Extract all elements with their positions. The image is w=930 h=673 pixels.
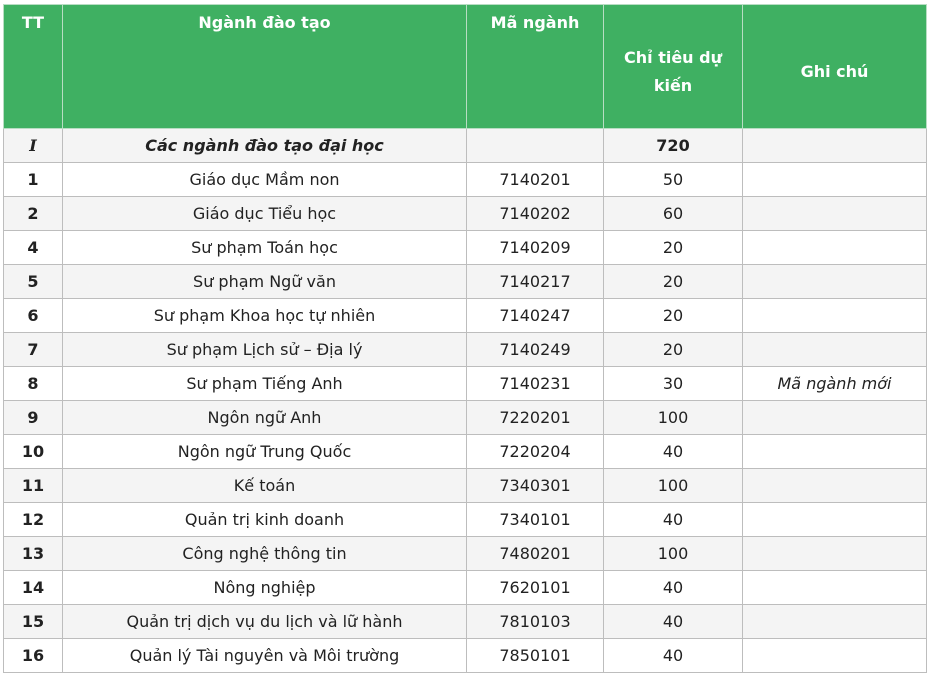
row-code: 7480201 [467,537,604,571]
row-quota: 100 [604,537,743,571]
group-note [743,129,927,163]
header-code: Mã ngành [467,5,604,129]
table-row [4,231,927,265]
row-note [743,605,927,639]
admission-quota-table [3,4,927,673]
row-name: Công nghệ thông tin [63,537,467,571]
row-tt: 13 [4,537,63,571]
row-name: Kế toán [63,469,467,503]
row-tt: 5 [4,265,63,299]
row-name: Sư phạm Ngữ văn [63,265,467,299]
row-note [743,537,927,571]
row-code: 7140247 [467,299,604,333]
row-tt: 1 [4,163,63,197]
row-quota: 40 [604,435,743,469]
table-row [4,605,927,639]
row-name: Giáo dục Mầm non [63,163,467,197]
row-quota: 30 [604,367,743,401]
row-note: Mã ngành mới [743,367,927,401]
row-quota: 40 [604,605,743,639]
row-note [743,571,927,605]
row-quota: 100 [604,401,743,435]
row-note [743,197,927,231]
row-note [743,163,927,197]
table-row [4,537,927,571]
row-quota: 20 [604,265,743,299]
row-code: 7140209 [467,231,604,265]
table-row [4,197,927,231]
row-tt: 7 [4,333,63,367]
row-note [743,231,927,265]
row-name: Ngôn ngữ Trung Quốc [63,435,467,469]
row-quota: 60 [604,197,743,231]
row-tt: 15 [4,605,63,639]
row-quota: 50 [604,163,743,197]
row-note [743,469,927,503]
row-code: 7340301 [467,469,604,503]
row-note [743,401,927,435]
table-header [4,5,927,129]
row-name: Sư phạm Toán học [63,231,467,265]
group-name: Các ngành đào tạo đại học [63,129,467,163]
row-name: Quản lý Tài nguyên và Môi trường [63,639,467,673]
row-name: Ngôn ngữ Anh [63,401,467,435]
table-row [4,367,927,401]
row-code: 7850101 [467,639,604,673]
row-name: Sư phạm Khoa học tự nhiên [63,299,467,333]
row-tt: 16 [4,639,63,673]
row-tt: 6 [4,299,63,333]
row-quota: 20 [604,333,743,367]
row-quota: 40 [604,571,743,605]
table-row [4,163,927,197]
header-note: Ghi chú [743,5,927,129]
row-code: 7140201 [467,163,604,197]
row-name: Sư phạm Lịch sử – Địa lý [63,333,467,367]
row-note [743,299,927,333]
row-code: 7620101 [467,571,604,605]
row-tt: 2 [4,197,63,231]
row-code: 7140202 [467,197,604,231]
row-code: 7140217 [467,265,604,299]
row-note [743,639,927,673]
row-quota: 100 [604,469,743,503]
group-code [467,129,604,163]
row-quota: 40 [604,639,743,673]
row-note [743,333,927,367]
row-tt: 10 [4,435,63,469]
table-row [4,401,927,435]
table-row [4,333,927,367]
group-quota: 720 [604,129,743,163]
row-name: Quản trị kinh doanh [63,503,467,537]
row-tt: 12 [4,503,63,537]
row-code: 7140231 [467,367,604,401]
row-tt: 8 [4,367,63,401]
row-tt: 4 [4,231,63,265]
header-name: Ngành đào tạo [63,5,467,129]
row-tt: 11 [4,469,63,503]
row-name: Giáo dục Tiểu học [63,197,467,231]
row-code: 7340101 [467,503,604,537]
table-row [4,469,927,503]
table-row [4,265,927,299]
row-name: Sư phạm Tiếng Anh [63,367,467,401]
row-tt: 14 [4,571,63,605]
table-row [4,571,927,605]
header-tt: TT [4,5,63,129]
table-row [4,503,927,537]
row-tt: 9 [4,401,63,435]
row-code: 7140249 [467,333,604,367]
group-tt: I [4,129,63,163]
row-code: 7220201 [467,401,604,435]
header-row [4,5,927,129]
table-row [4,299,927,333]
table-body [4,129,927,673]
row-note [743,265,927,299]
row-note [743,435,927,469]
row-quota: 20 [604,231,743,265]
row-note [743,503,927,537]
row-name: Quản trị dịch vụ du lịch và lữ hành [63,605,467,639]
row-quota: 40 [604,503,743,537]
header-quota: Chỉ tiêu dự kiến [604,5,743,129]
row-quota: 20 [604,299,743,333]
row-name: Nông nghiệp [63,571,467,605]
table-row [4,639,927,673]
table-row [4,435,927,469]
row-code: 7220204 [467,435,604,469]
group-row [4,129,927,163]
row-code: 7810103 [467,605,604,639]
